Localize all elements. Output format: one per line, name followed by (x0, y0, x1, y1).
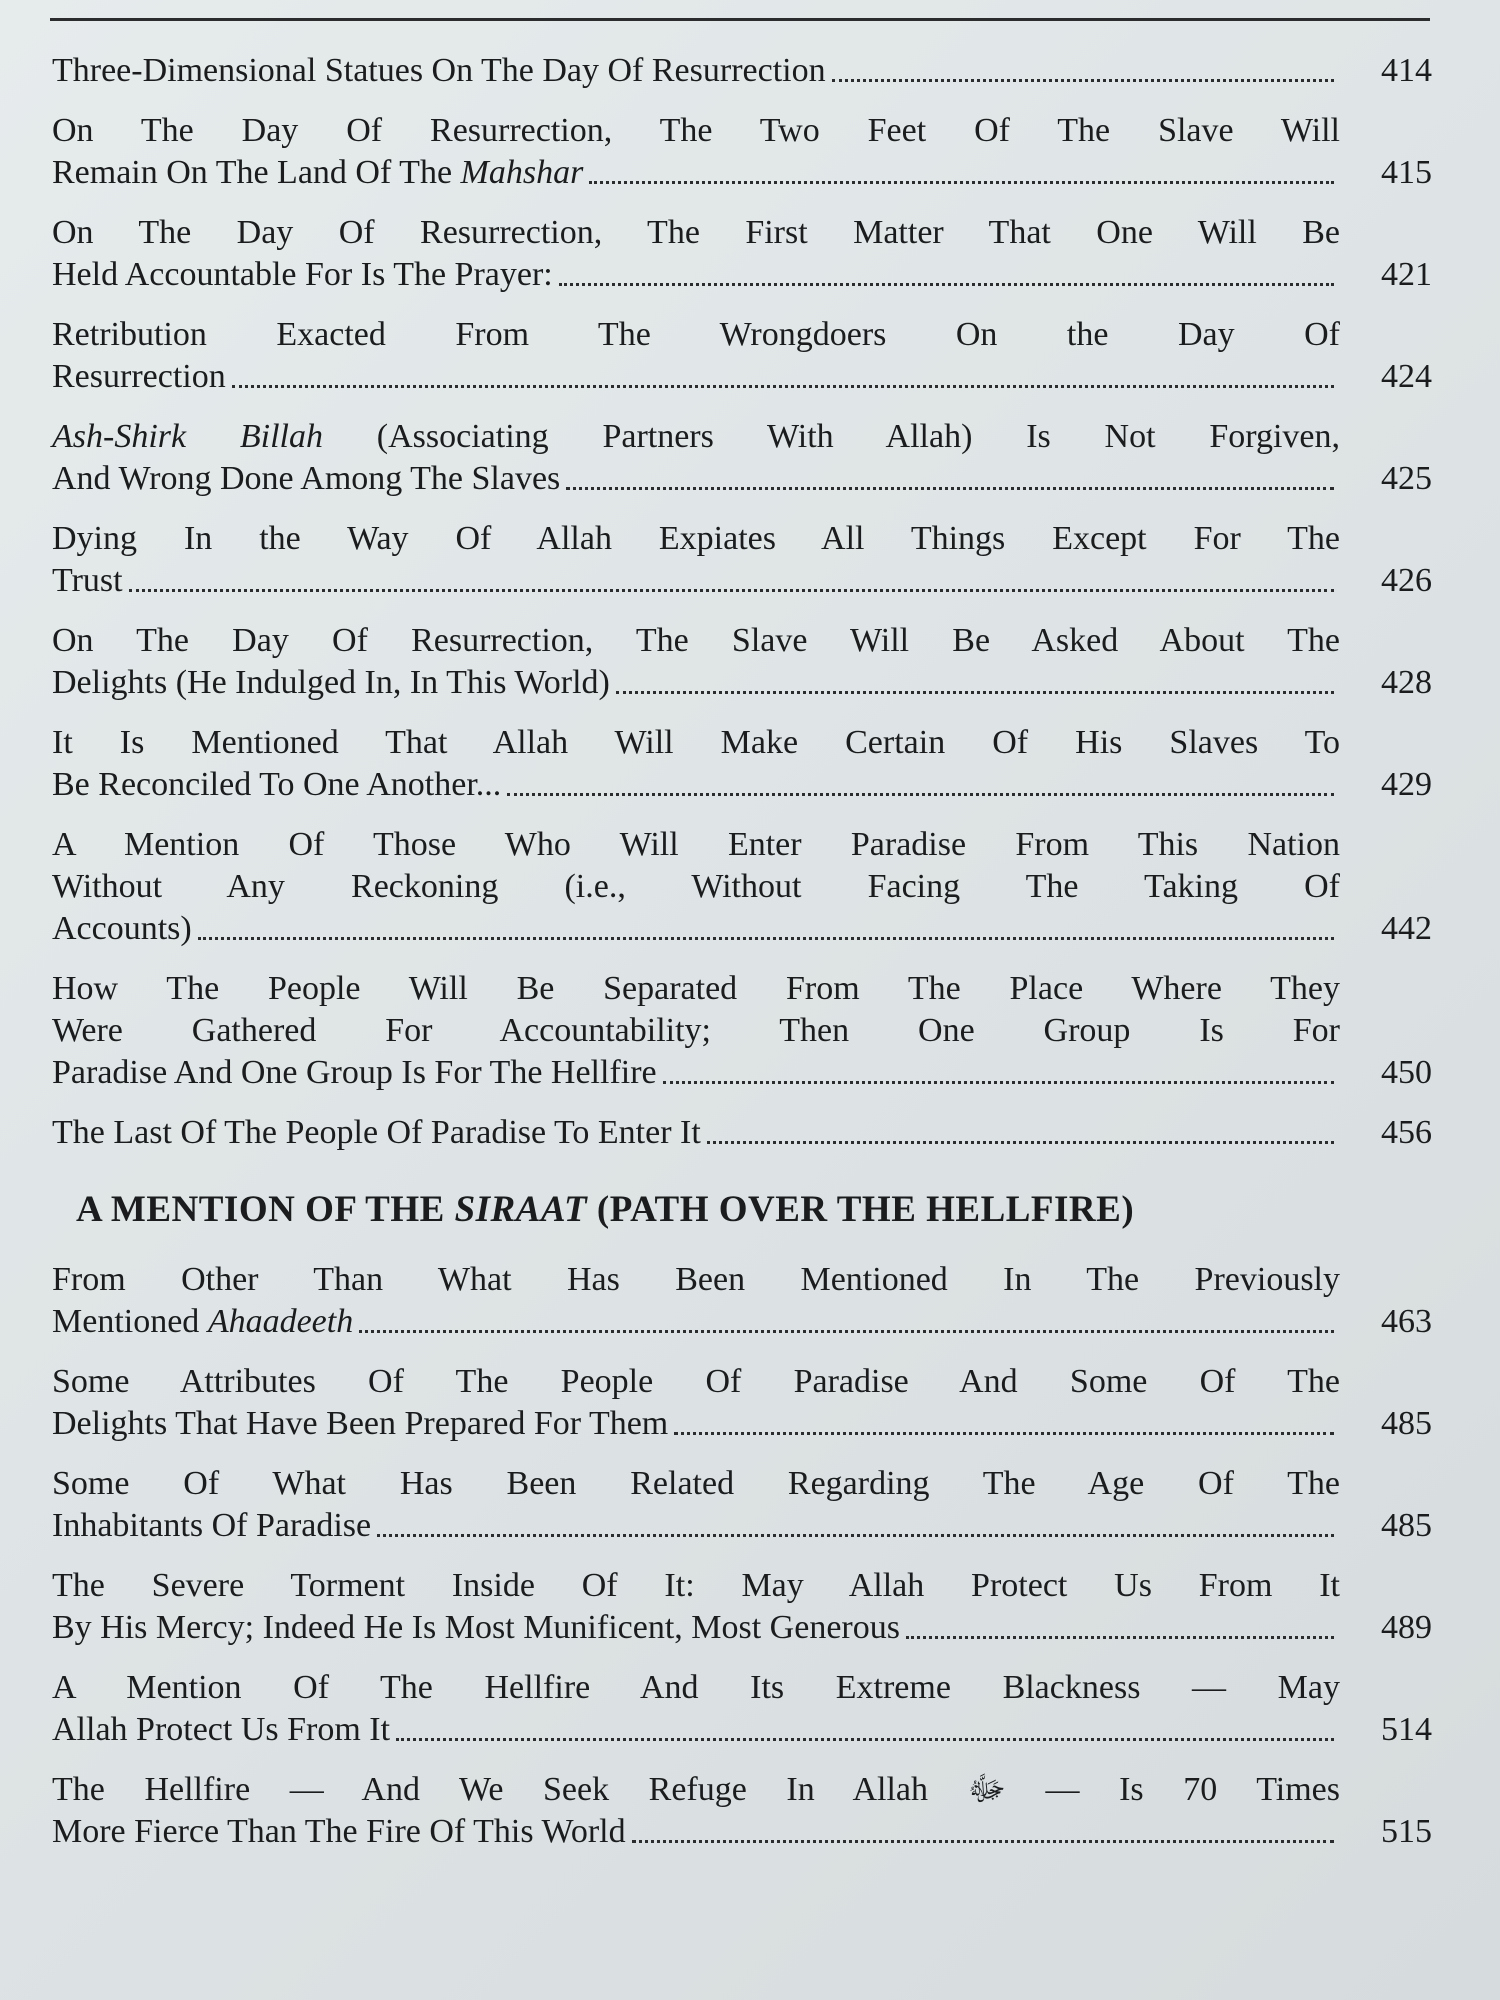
dot-leader (377, 1534, 1334, 1537)
toc-entry-title-line: It Is Mentioned That Allah Will Make Certain Of His Slaves To (52, 724, 1340, 761)
toc-entry-title: And Wrong Done Among The Slaves (52, 460, 561, 497)
toc-page-number: 485 (1381, 1405, 1432, 1442)
toc-page-number: 456 (1381, 1114, 1432, 1151)
toc-page-number: 485 (1381, 1507, 1432, 1544)
toc-entry-title-line: How The People Will Be Separated From The Place Where They (52, 970, 1340, 1007)
dot-leader (674, 1432, 1334, 1435)
dot-leader (507, 793, 1334, 796)
dot-leader (663, 1081, 1334, 1084)
toc-entry-title: Held Accountable For Is The Prayer: (52, 256, 553, 293)
toc-page-number: 429 (1381, 766, 1432, 803)
dot-leader (129, 589, 1334, 592)
toc-page-number: 414 (1381, 52, 1432, 89)
toc-entry-title-line: Were Gathered For Accountability; Then One Group Is For (52, 1012, 1340, 1049)
toc-entry (52, 722, 1432, 806)
top-rule (50, 18, 1430, 21)
toc-entry-title: Mentioned Ahaadeeth (52, 1303, 354, 1340)
dot-leader (198, 937, 1334, 940)
toc-entry-title: Accounts) (52, 910, 192, 947)
toc-entry-title-line: Some Of What Has Been Related Regarding The Age Of The (52, 1465, 1340, 1502)
toc-entry-title: Delights That Have Been Prepared For Them (52, 1405, 669, 1442)
toc-entry-title: Be Reconciled To One Another... (52, 766, 502, 803)
toc-entry (52, 110, 1432, 194)
toc-entry-title-line: On The Day Of Resurrection, The First Matter That One Will Be (52, 214, 1340, 251)
dot-leader (396, 1738, 1334, 1741)
toc-page-number: 426 (1381, 562, 1432, 599)
toc-page-number: 425 (1381, 460, 1432, 497)
dot-leader (632, 1840, 1334, 1843)
toc-entry-title-line: The Severe Torment Inside Of It: May Allah Protect Us From It (52, 1567, 1340, 1604)
toc-entry (52, 50, 1432, 92)
toc-entry (52, 1667, 1432, 1751)
toc-entry (52, 968, 1432, 1094)
dot-leader (359, 1330, 1334, 1333)
toc-entry (52, 620, 1432, 704)
toc-entry-title-line: A Mention Of The Hellfire And Its Extreme Blackness — May (52, 1669, 1340, 1706)
toc-entry-title-line: Ash-Shirk Billah (Associating Partners With Allah) Is Not Forgiven, (52, 418, 1340, 455)
toc-page-number: 515 (1381, 1813, 1432, 1850)
toc-entry-title-line: Some Attributes Of The People Of Paradise And Some Of The (52, 1363, 1340, 1400)
toc-entry (52, 314, 1432, 398)
toc-entry (52, 1463, 1432, 1547)
dot-leader (707, 1141, 1334, 1144)
toc-entry (52, 1259, 1432, 1343)
toc-page-number: 442 (1381, 910, 1432, 947)
toc-entry (52, 416, 1432, 500)
toc-entry-title: More Fierce Than The Fire Of This World (52, 1813, 626, 1850)
toc-entry-title: Three-Dimensional Statues On The Day Of Resurrection (52, 52, 826, 89)
toc-entry-title: Allah Protect Us From It (52, 1711, 391, 1748)
toc-page-number: 415 (1381, 154, 1432, 191)
toc-entry (52, 1769, 1432, 1853)
table-of-contents (52, 50, 1432, 1871)
toc-entry-title-line: On The Day Of Resurrection, The Two Feet Of The Slave Will (52, 112, 1340, 149)
dot-leader (589, 181, 1334, 184)
toc-entry-title: Delights (He Indulged In, In This World) (52, 664, 610, 701)
toc-entry (52, 824, 1432, 950)
toc-entry-title: The Last Of The People Of Paradise To Enter It (52, 1114, 701, 1151)
dot-leader (906, 1636, 1334, 1639)
toc-entry-title-line: On The Day Of Resurrection, The Slave Will Be Asked About The (52, 622, 1340, 659)
toc-entry-title: Trust (52, 562, 123, 599)
toc-page-number: 428 (1381, 664, 1432, 701)
toc-entry-title-line: Dying In the Way Of Allah Expiates All Things Except For The (52, 520, 1340, 557)
toc-entry-title-line: From Other Than What Has Been Mentioned In The Previously (52, 1261, 1340, 1298)
toc-page-number: 421 (1381, 256, 1432, 293)
toc-entry-title: By His Mercy; Indeed He Is Most Munificent, Most Generous (52, 1609, 900, 1646)
toc-entry-title-line: The Hellfire — And We Seek Refuge In Allah ﷻ — Is 70 Times (52, 1771, 1340, 1808)
dot-leader (559, 283, 1334, 286)
toc-page-number: 489 (1381, 1609, 1432, 1646)
toc-page-number: 424 (1381, 358, 1432, 395)
toc-entry (52, 1361, 1432, 1445)
toc-page-number: 514 (1381, 1711, 1432, 1748)
dot-leader (232, 385, 1334, 388)
dot-leader (616, 691, 1334, 694)
dot-leader (832, 79, 1334, 82)
toc-entry-title: Remain On The Land Of The Mahshar (52, 154, 584, 191)
toc-page-number: 450 (1381, 1054, 1432, 1091)
toc-entry (52, 1565, 1432, 1649)
toc-page-number: 463 (1381, 1303, 1432, 1340)
toc-entry-title: Resurrection (52, 358, 226, 395)
toc-entry (52, 212, 1432, 296)
toc-entry (52, 1112, 1432, 1154)
toc-entry (52, 518, 1432, 602)
toc-entry-title-line: A Mention Of Those Who Will Enter Paradise From This Nation (52, 826, 1340, 863)
toc-entry-title: Inhabitants Of Paradise (52, 1507, 372, 1544)
toc-entry-title: Paradise And One Group Is For The Hellfire (52, 1054, 657, 1091)
dot-leader (566, 487, 1334, 490)
section-heading: A MENTION OF THE SIRAAT (PATH OVER THE HELLFIRE) (76, 1189, 1135, 1230)
toc-entry-title-line: Retribution Exacted From The Wrongdoers On the Day Of (52, 316, 1340, 353)
toc-entry-title-line: Without Any Reckoning (i.e., Without Facing The Taking Of (52, 868, 1340, 905)
